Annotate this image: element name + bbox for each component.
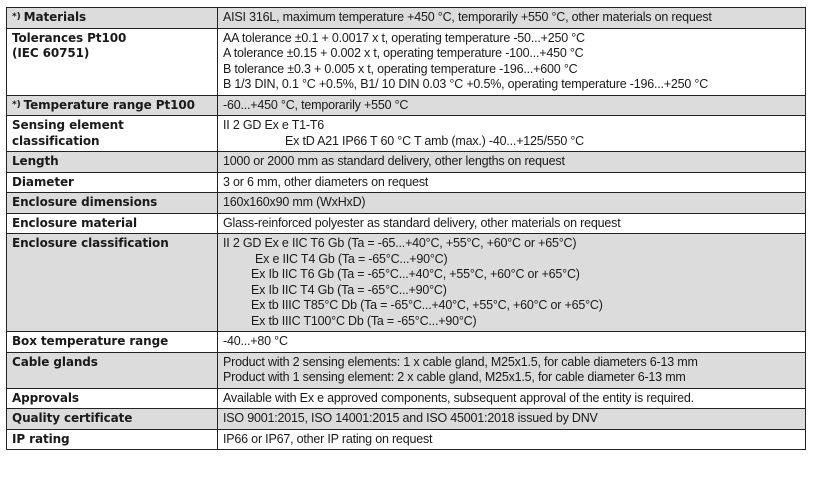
row-label xyxy=(7,8,218,29)
label-text: Cable glands xyxy=(12,354,98,369)
row-value xyxy=(218,95,806,116)
row-value xyxy=(218,429,806,450)
row-value xyxy=(218,28,806,95)
label-text: Enclosure material xyxy=(12,215,138,230)
row-value xyxy=(218,8,806,29)
label-text: Sensing element classification xyxy=(12,118,124,148)
value-line: Ex tb IIIC T100°C Db (Ta = -65°C...+90°C) xyxy=(251,313,477,328)
row-label xyxy=(7,429,218,450)
value-line: AISI 316L, maximum temperature +450 °C, temporarily +550 °C, other materials on request xyxy=(223,10,712,24)
row-value xyxy=(218,352,806,388)
row-diameter xyxy=(7,172,806,193)
value-line: Ex Ib IIC T4 Gb (Ta = -65°C...+90°C) xyxy=(251,282,447,297)
row-tolerances-pt100 xyxy=(7,28,806,95)
value-line: IP66 or IP67, other IP rating on request xyxy=(223,431,433,446)
row-enclosure-dimensions xyxy=(7,193,806,214)
footnote-marker: *) xyxy=(12,12,21,22)
row-value xyxy=(218,213,806,234)
row-label xyxy=(7,388,218,409)
label-text: Box temperature range xyxy=(12,334,169,348)
row-label xyxy=(7,234,218,332)
value-line: Ex Ib IIC T6 Gb (Ta = -65°C...+40°C, +55°C, +60°C or +65°C) xyxy=(251,267,580,281)
row-label xyxy=(7,152,218,173)
value-line: B 1/3 DIN, 0.1 °C +0.5%, B1/ 10 DIN 0.03 °C +0.5%, operating temperature -196...+250 °C xyxy=(223,77,709,91)
row-label xyxy=(7,116,218,152)
row-label xyxy=(7,409,218,430)
row-value xyxy=(218,116,806,152)
row-value xyxy=(218,388,806,409)
row-ip-rating xyxy=(7,429,806,450)
row-value xyxy=(218,152,806,173)
label-text: IP rating xyxy=(12,431,70,446)
footnote-marker: *) xyxy=(12,99,21,110)
value-line: Glass-reinforced polyester as standard delivery, other materials on request xyxy=(223,215,621,230)
specifications-table xyxy=(6,7,806,450)
row-label xyxy=(7,172,218,193)
label-text: Temperature range Pt100 xyxy=(23,97,195,112)
value-line: Product with 2 sensing elements: 1 x cable gland, M25x1.5, for cable diameters 6-13 mm xyxy=(223,354,698,369)
value-line: Ex e IIC T4 Gb (Ta = -65°C...+90°C) xyxy=(255,251,448,266)
value-line: Ex tD A21 IP66 T 60 °C T amb (max.) -40...+125/550 °C xyxy=(285,133,584,148)
value-line: Product with 1 sensing element: 2 x cable gland, M25x1.5, for cable diameter 6-13 mm xyxy=(223,370,686,384)
row-label xyxy=(7,332,218,353)
row-value xyxy=(218,409,806,430)
row-cable-glands xyxy=(7,352,806,388)
row-value xyxy=(218,193,806,214)
row-length xyxy=(7,152,806,173)
row-value xyxy=(218,234,806,332)
row-label xyxy=(7,213,218,234)
label-text: Materials xyxy=(23,10,87,24)
value-line: AA tolerance ±0.1 + 0.0017 x t, operating temperature -50...+250 °C xyxy=(223,30,585,45)
row-quality-certificate xyxy=(7,409,806,430)
row-label xyxy=(7,28,218,95)
row-materials xyxy=(7,8,806,29)
value-line: A tolerance ±0.15 + 0.002 x t, operating temperature -100...+450 °C xyxy=(223,46,584,60)
row-value xyxy=(218,332,806,353)
row-temperature-range-pt100 xyxy=(7,95,806,116)
value-line: 3 or 6 mm, other diameters on request xyxy=(223,174,429,189)
label-text: Approvals xyxy=(12,390,79,405)
value-line: Available with Ex e approved components, subsequent approval of the entity is required. xyxy=(223,390,694,405)
value-line: 1000 or 2000 mm as standard delivery, other lengths on request xyxy=(223,154,565,168)
label-text: Enclosure classification xyxy=(12,236,169,250)
row-label xyxy=(7,193,218,214)
label-text: Enclosure dimensions xyxy=(12,195,158,209)
value-line: Ex tb IIIC T85°C Db (Ta = -65°C...+40°C, +55°C, +60°C or +65°C) xyxy=(251,298,603,312)
row-sensing-element-classification xyxy=(7,116,806,152)
row-enclosure-classification xyxy=(7,234,806,332)
value-line: II 2 GD Ex e T1-T6 xyxy=(223,118,325,132)
value-line: II 2 GD Ex e IIC T6 Gb (Ta = -65...+40°C, +55°C, +60°C or +65°C) xyxy=(223,236,577,250)
value-line: B tolerance ±0.3 + 0.005 x t, operating temperature -196...+600 °C xyxy=(223,61,578,76)
label-text: Tolerances Pt100 xyxy=(12,30,127,45)
value-line: ISO 9001:2015, ISO 14001:2015 and ISO 45001:2018 issued by DNV xyxy=(223,411,598,425)
value-line: -60...+450 °C, temporarily +550 °C xyxy=(223,97,409,112)
label-text: Length xyxy=(12,154,59,168)
row-box-temperature-range xyxy=(7,332,806,353)
row-approvals xyxy=(7,388,806,409)
label-text: Quality certificate xyxy=(12,411,133,425)
value-line: -40...+80 °C xyxy=(223,334,288,348)
label-text: Diameter xyxy=(12,174,74,189)
value-line: 160x160x90 mm (WxHxD) xyxy=(223,195,366,209)
row-label xyxy=(7,352,218,388)
row-enclosure-material xyxy=(7,213,806,234)
row-value xyxy=(218,172,806,193)
label-subtext: (IEC 60751) xyxy=(12,46,90,60)
row-label xyxy=(7,95,218,116)
